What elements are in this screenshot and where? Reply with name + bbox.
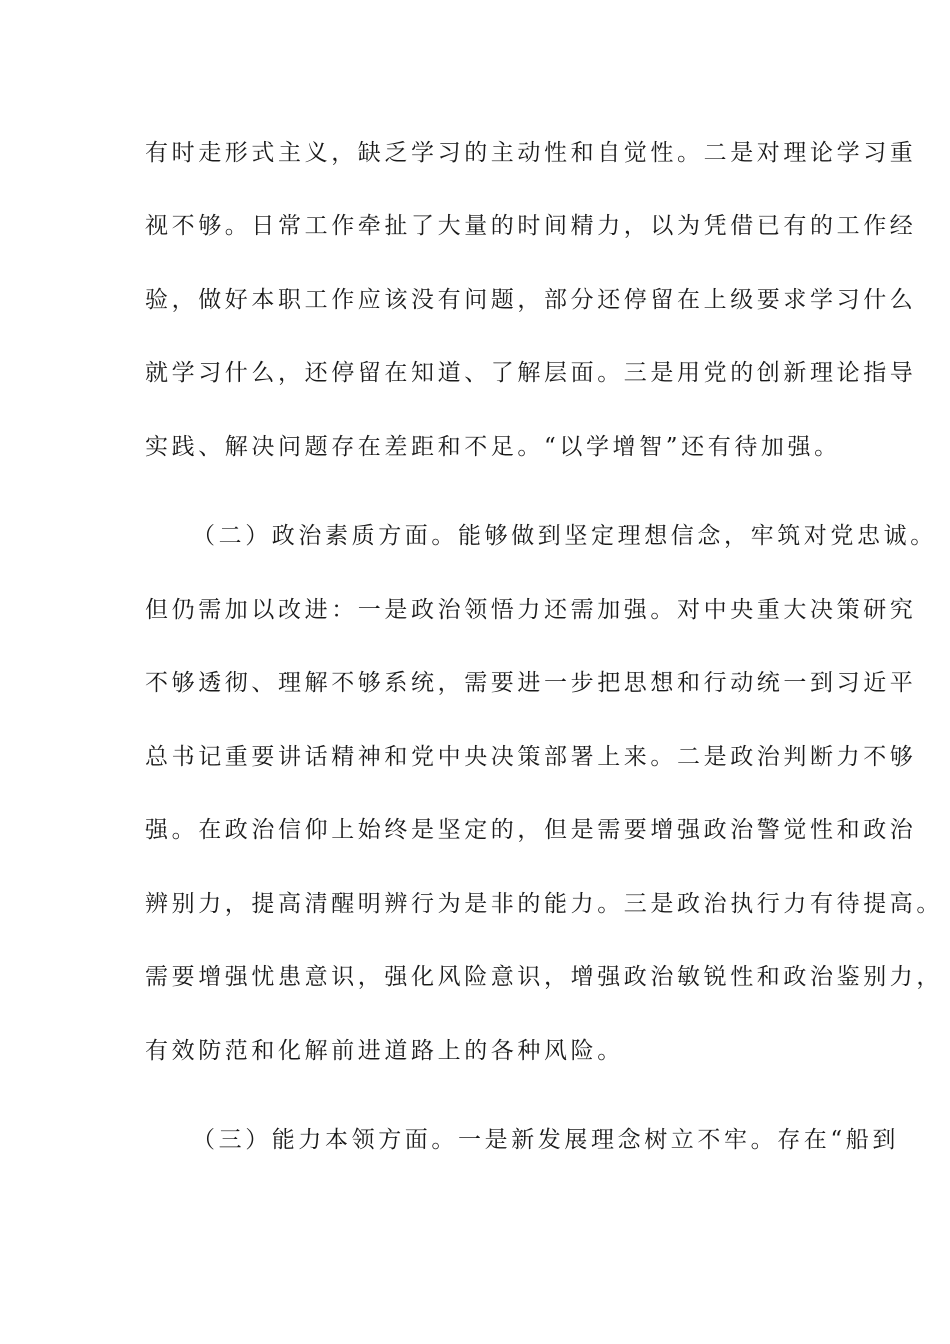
text-line: 不够透彻、理解不够系统，需要进一步把思想和行动统一到习近平 [145, 670, 917, 696]
text-line: 验，做好本职工作应该没有问题，部分还停留在上级要求学习什么 [145, 287, 917, 313]
text-line: 有效防范和化解前进道路上的各种风险。 [145, 1038, 624, 1064]
text-line: 就学习什么，还停留在知道、了解层面。三是用党的创新理论指导 [145, 360, 917, 386]
paragraph-start-line: （三）能力本领方面。一是新发展理念树立不牢。存在“船到 [192, 1127, 899, 1153]
text-line: 但仍需加以改进：一是政治领悟力还需加强。对中央重大决策研究 [145, 597, 917, 623]
text-line: 视不够。日常工作牵扯了大量的时间精力，以为凭借已有的工作经 [145, 213, 917, 239]
text-line: 强。在政治信仰上始终是坚定的，但是需要增强政治警觉性和政治 [145, 817, 917, 843]
text-line: 总书记重要讲话精神和党中央决策部署上来。二是政治判断力不够 [145, 744, 917, 770]
paragraph-start-line: （二）政治素质方面。能够做到坚定理想信念，牢筑对党忠诚。 [192, 523, 937, 549]
text-line: 辨别力，提高清醒明辨行为是非的能力。三是政治执行力有待提高。 [145, 891, 943, 917]
text-line: 有时走形式主义，缺乏学习的主动性和自觉性。二是对理论学习重 [145, 140, 917, 166]
text-line: 需要增强忧患意识，强化风险意识，增强政治敏锐性和政治鉴别力， [145, 964, 943, 990]
text-line: 实践、解决问题存在差距和不足。“以学增智”还有待加强。 [145, 434, 841, 460]
